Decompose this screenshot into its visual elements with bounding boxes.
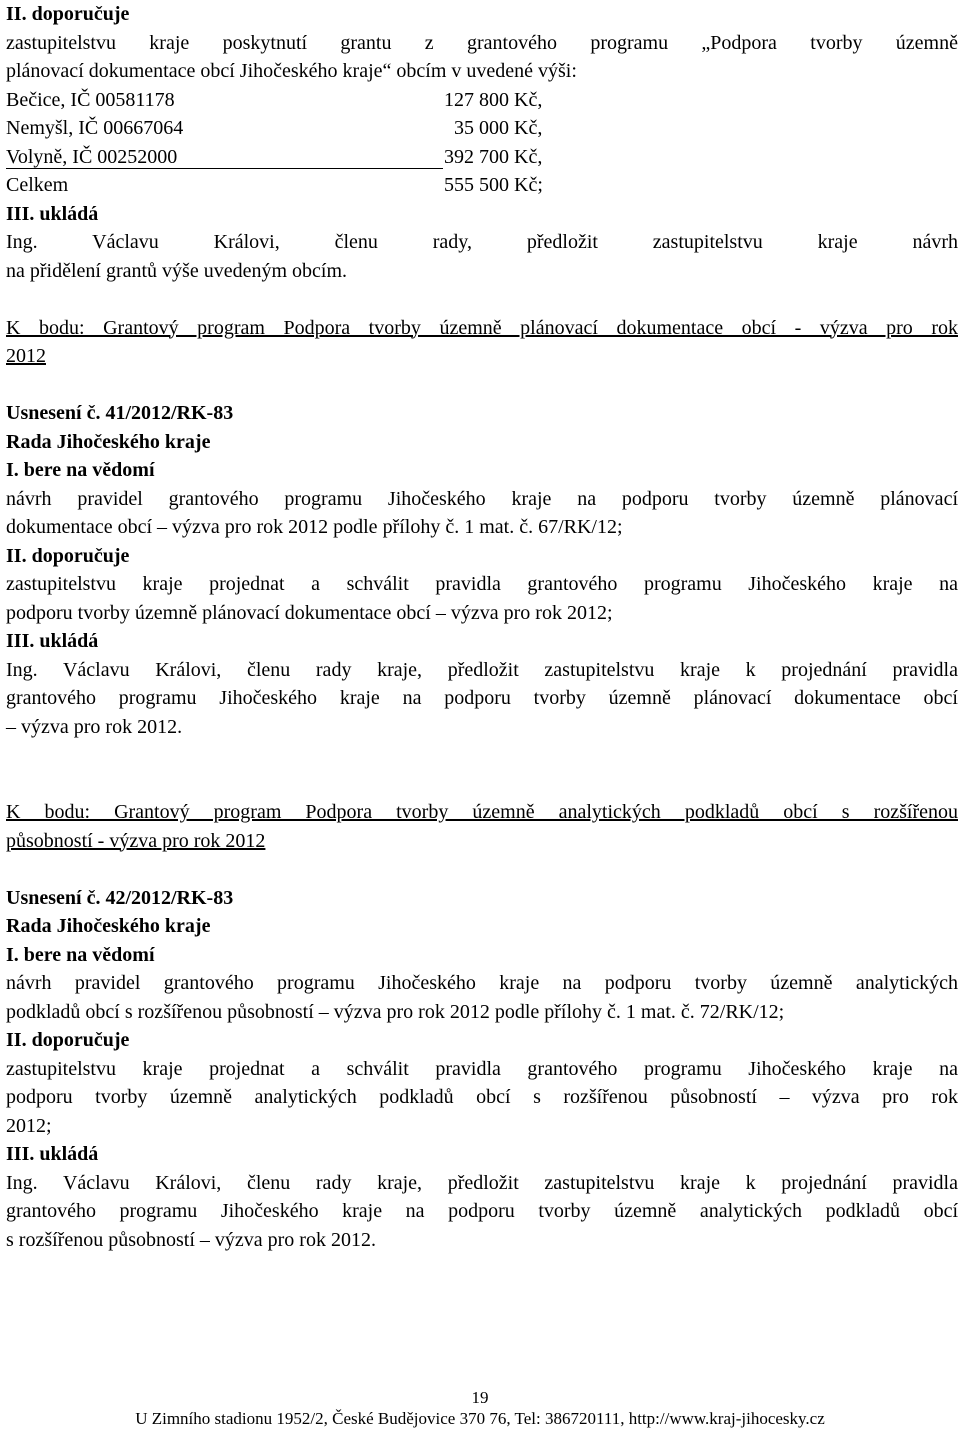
section-heading-assigns: III. ukládá	[6, 1143, 99, 1165]
agenda-item-heading: K bodu: Grantový program Podpora tvorby územně plánovací dokumentace obcí - výzva pro rok	[6, 316, 958, 339]
resolution-number: Usnesení č. 42/2012/RK-83	[6, 886, 234, 909]
paragraph-line: Ing. Václavu Královi, členu rady kraje, předložit zastupitelstvu kraje k projednání pravidla	[6, 1171, 958, 1194]
paragraph-line: 2012;	[6, 1114, 52, 1137]
grant-total-row	[6, 171, 958, 200]
grant-amount: 127 800 Kč,	[444, 88, 543, 111]
paragraph-line: dokumentace obcí – výzva pro rok 2012 podle přílohy č. 1 mat. č. 67/RK/12;	[6, 516, 623, 538]
paragraph-line: – výzva pro rok 2012.	[6, 715, 183, 738]
grant-amount: 392 700 Kč,	[444, 145, 543, 168]
section-heading-recommends: II. doporučuje	[6, 544, 130, 567]
paragraph-line: podporu tvorby územně plánovací dokumentace obcí – výzva pro rok 2012;	[6, 601, 613, 624]
section-heading-assigns: III. ukládá	[6, 630, 99, 652]
grant-row	[6, 114, 958, 143]
page-number: 19	[471, 1388, 489, 1407]
page-content	[6, 0, 958, 1254]
paragraph-line: grantového programu Jihočeského kraje na podporu tvorby územně analytických podkladů obcí	[6, 1200, 958, 1222]
paragraph-line: grantového programu Jihočeského kraje na podporu tvorby územně plánovací dokumentace obcí	[6, 687, 958, 709]
grant-name: Bečice, IČ 00581178	[6, 88, 175, 111]
paragraph-line: zastupitelstvu kraje projednat a schválit pravidla grantového programu Jihočeského kraje na	[6, 573, 958, 595]
grant-total-label: Celkem	[6, 174, 69, 196]
grant-name: Volyně, IČ 00252000	[6, 145, 178, 168]
paragraph-line: podporu tvorby územně analytických podkladů obcí s rozšířenou působností – výzva pro rok	[6, 1086, 958, 1108]
sum-divider	[6, 168, 443, 169]
paragraph-line: na přidělení grantů výše uvedeným obcím.	[6, 259, 348, 282]
agenda-item-heading: působností - výzva pro rok 2012	[6, 829, 266, 852]
section-heading-recommends: II. doporučuje	[6, 1029, 130, 1051]
section-heading-acknowledges: I. bere na vědomí	[6, 459, 155, 481]
grant-row	[6, 143, 958, 172]
paragraph-line: podkladů obcí s rozšířenou působností – výzva pro rok 2012 podle přílohy č. 1 mat. č. 72/RK/12;	[6, 1000, 785, 1023]
agenda-item-heading: 2012	[6, 345, 46, 367]
paragraph-line: zastupitelstvu kraje projednat a schválit pravidla grantového programu Jihočeského kraje na	[6, 1057, 958, 1080]
section-heading-assigns: III. ukládá	[6, 202, 99, 225]
resolution-number: Usnesení č. 41/2012/RK-83	[6, 402, 234, 424]
footer-address: U Zimního stadionu 1952/2, České Budějovice 370 76, Tel: 386720111, http://www.kraj-jihocesky.cz	[135, 1409, 825, 1428]
grant-row	[6, 86, 958, 115]
section-heading-acknowledges: I. bere na vědomí	[6, 943, 155, 966]
grant-amount: 35 000 Kč,	[444, 117, 543, 139]
resolution-body: Rada Jihočeského kraje	[6, 915, 211, 937]
paragraph-line: s rozšířenou působností – výzva pro rok 2012.	[6, 1228, 376, 1251]
paragraph-line: návrh pravidel grantového programu Jihočeského kraje na podporu tvorby územně plánovací	[6, 487, 958, 510]
agenda-item-heading: K bodu: Grantový program Podpora tvorby územně analytických podkladů obcí s rozšířenou	[6, 801, 958, 823]
grant-total-amount: 555 500 Kč;	[444, 174, 543, 196]
grant-name: Nemyšl, IČ 00667064	[6, 117, 184, 139]
paragraph-line: Ing. Václavu Královi, členu rady, předložit zastupitelstvu kraje návrh	[6, 231, 958, 253]
paragraph-line: návrh pravidel grantového programu Jihočeského kraje na podporu tvorby územně analytických	[6, 972, 958, 994]
section-heading-recommends: II. doporučuje	[6, 3, 130, 25]
paragraph-line: Ing. Václavu Královi, členu rady kraje, předložit zastupitelstvu kraje k projednání pravidla	[6, 658, 958, 681]
resolution-body: Rada Jihočeského kraje	[6, 430, 211, 453]
paragraph-line: zastupitelstvu kraje poskytnutí grantu z grantového programu „Podpora tvorby územně	[6, 31, 958, 54]
paragraph-line: plánovací dokumentace obcí Jihočeského kraje“ obcím v uvedené výši:	[6, 60, 577, 82]
